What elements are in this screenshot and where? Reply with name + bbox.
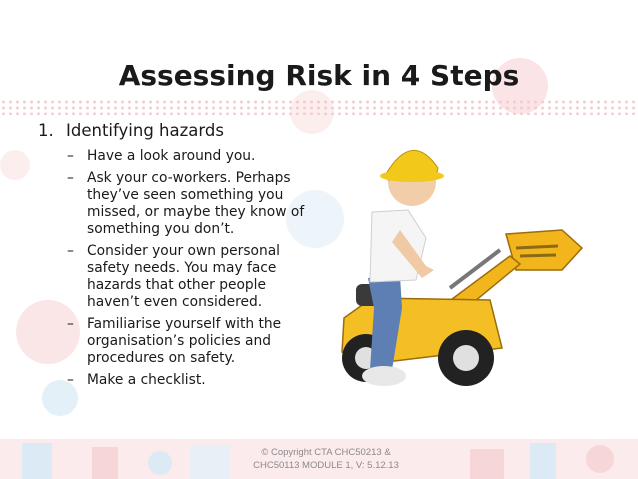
- section-heading: [38, 121, 308, 140]
- dash-icon: –: [67, 148, 74, 164]
- list-item: [67, 372, 308, 389]
- bullet-list: [38, 148, 308, 389]
- section-number: 1.: [38, 121, 54, 140]
- copyright-line-2: CHC50113 MODULE 1, V: 5.12.13: [253, 460, 399, 471]
- slide-content: [38, 121, 308, 394]
- list-item: [67, 170, 308, 238]
- list-item-text: Familiarise yourself with the organisation’s policies and procedures on safety.: [87, 316, 282, 366]
- dotted-divider: [0, 99, 638, 115]
- section-heading-text: Identifying hazards: [66, 121, 224, 140]
- list-item-text: Consider your own personal safety needs. You may face hazards that other people haven’t even considered.: [87, 243, 280, 310]
- copyright-notice: [226, 446, 426, 472]
- decor-circle: [0, 150, 30, 180]
- list-item: [67, 148, 308, 165]
- list-item: [67, 243, 308, 311]
- dash-icon: –: [67, 372, 74, 388]
- list-item: [67, 316, 308, 367]
- dash-icon: –: [67, 243, 74, 259]
- dash-icon: –: [67, 316, 74, 332]
- list-item-text: Make a checklist.: [87, 372, 206, 388]
- dash-icon: –: [67, 170, 74, 186]
- copyright-line-1: © Copyright CTA CHC50213 &: [261, 447, 391, 458]
- child-on-toy-digger-image: [330, 138, 590, 408]
- list-item-text: Ask your co-workers. Perhaps they’ve seen something you missed, or maybe they know of something you don’t.: [87, 170, 305, 237]
- slide-title: Assessing Risk in 4 Steps: [118, 58, 520, 92]
- list-item-text: Have a look around you.: [87, 148, 256, 164]
